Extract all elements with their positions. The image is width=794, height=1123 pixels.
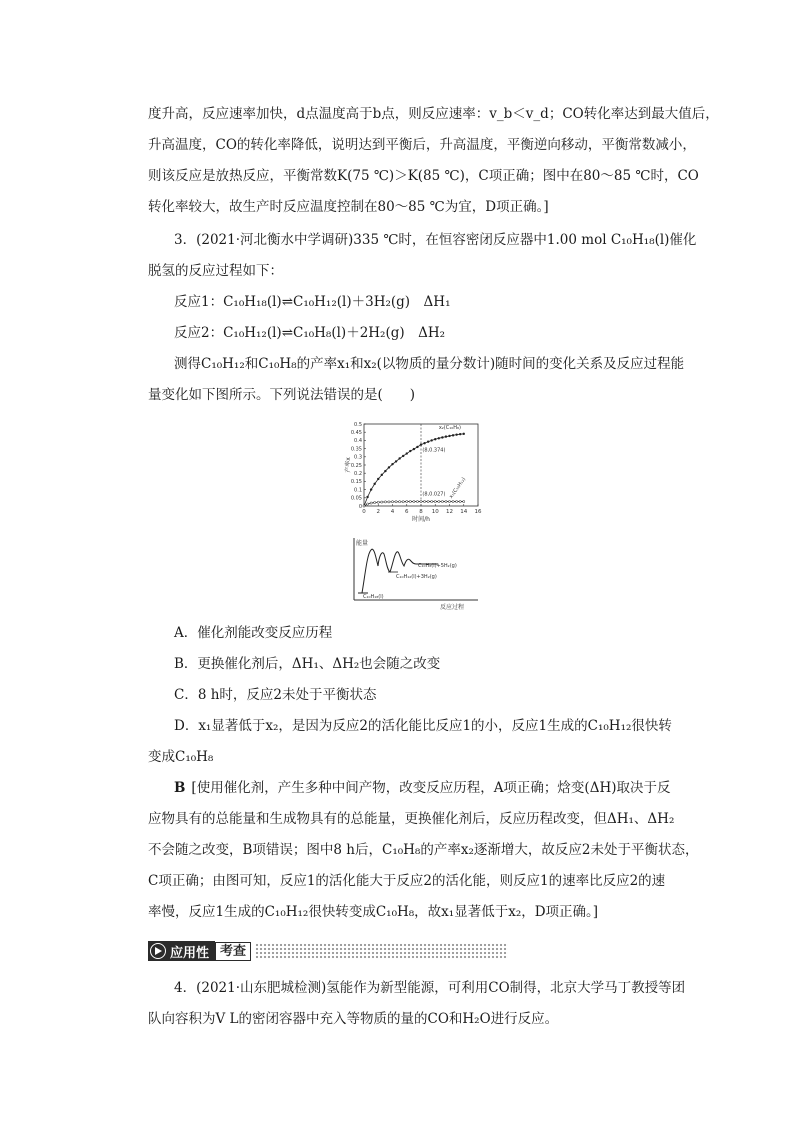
x1-point <box>381 501 383 503</box>
x2-point <box>395 460 397 462</box>
x2-point <box>391 463 393 465</box>
x2-point <box>430 439 432 441</box>
section-label-text: 应用性 <box>170 945 210 961</box>
energy-profile-diagram <box>348 536 486 612</box>
x2-point <box>366 496 368 498</box>
x-tick-label: 10 <box>431 509 439 515</box>
x1-point <box>441 500 443 502</box>
q3-stem-3: 测得C₁₀H₁₂和C₁₀H₈的产率x₁和x₂(以物质的量分数计)随时间的变化关系及反应过程能 <box>174 356 685 372</box>
explanation-3: 不会随之改变，B项错误；图中8 h后，C₁₀H₈的产率x₂逐渐增大，故反应2未处于平衡状态， <box>148 842 699 858</box>
x2-point <box>398 457 400 459</box>
x1-point <box>384 501 386 503</box>
y-tick-label: 0.1 <box>354 487 362 494</box>
y-tick-label: 0.2 <box>354 471 362 477</box>
explanation-4: C项正确；由图可知，反应1的活化能大于反应2的活化能，则反应1的速率比反应2的速 <box>148 873 666 889</box>
x2-point <box>459 433 461 435</box>
q3-stem-2: 脱氢的反应过程如下： <box>148 263 283 279</box>
x1-point <box>452 500 454 502</box>
x2-point <box>381 474 383 476</box>
x1-point <box>406 500 408 502</box>
legend-x2: x₂(C₁₀H₈) <box>438 424 461 431</box>
x-tick-label: 8 <box>419 509 423 515</box>
q3-reaction-2: 反应2：C₁₀H₁₂(l)⇌C₁₀H₈(l)＋2H₂(g) ΔH₂ <box>174 325 446 341</box>
x2-point <box>406 452 408 454</box>
option-c: C．8 h时，反应2未处于平衡状态 <box>174 687 377 703</box>
section-tail: 考查 <box>215 942 251 961</box>
x1-point <box>399 501 401 503</box>
x1-point <box>448 500 450 502</box>
x1-point <box>377 501 379 503</box>
x1-point <box>374 501 376 503</box>
option-d-line-1: D．x₁显著低于x₂，是因为反应2的活化能比反应1的小，反应1生成的C₁₀H₁₂很快转 <box>174 718 672 734</box>
answer-line-1 <box>174 778 671 798</box>
x2-point <box>388 466 390 468</box>
q4-line-2: 队向容积为V L的密闭容器中充入等物质的量的CO和H₂O进行反应。 <box>148 1011 559 1027</box>
x2-point <box>455 433 457 435</box>
y-tick-label: 0.5 <box>354 421 362 428</box>
x1-point <box>456 500 458 502</box>
option-b: B．更换催化剂后，ΔH₁、ΔH₂也会随之改变 <box>174 656 441 672</box>
x-tick-label: 14 <box>460 509 468 515</box>
x1-point <box>413 500 415 502</box>
option-d-line-2: 变成C₁₀H₈ <box>148 749 214 765</box>
x1-point <box>370 502 372 504</box>
x2-point <box>452 434 454 436</box>
yield-time-chart <box>342 418 492 528</box>
energy-axis-label: 能量 <box>356 540 369 547</box>
x1-point <box>445 500 447 502</box>
x1-point <box>438 500 440 502</box>
product-label: C₁₀H₈(l)+5H₂(g) <box>418 563 457 569</box>
q3-stem-1: 3．(2021·河北衡水中学调研)335 ℃时，在恒容密闭反应器中1.00 mol C₁₀H₁₈(l)催化 <box>174 232 697 248</box>
x-tick-label: 0 <box>362 509 366 515</box>
x2-point <box>445 435 447 437</box>
option-a: A．催化剂能改变反应历程 <box>174 625 333 641</box>
x1-point <box>420 500 422 502</box>
x2-point <box>373 483 375 485</box>
x2-point <box>441 436 443 438</box>
x2-point <box>420 443 422 445</box>
x2-point <box>409 450 411 452</box>
x2-point <box>463 433 465 435</box>
x2-point <box>434 438 436 440</box>
answer-letter: B <box>174 780 186 796</box>
x-tick-label: 4 <box>390 509 395 515</box>
explanation-1: [使用催化剂，产生多种中间产物，改变反应历程，A项正确；焓变(ΔH)取决于反 <box>191 780 671 796</box>
x1-point <box>402 501 404 503</box>
x2-point <box>370 488 372 490</box>
intro-line-3: 则该反应是放热反应，平衡常数K(75 ℃)＞K(85 ℃)，C项正确；图中在80～85 ℃时，CO <box>148 168 699 184</box>
x1-point <box>395 501 397 503</box>
y-axis-label: 产率x <box>345 457 352 473</box>
intro-line-2: 升高温度，CO的转化率降低，说明达到平衡后，升高温度，平衡逆向移动，平衡常数减小， <box>148 137 696 153</box>
x2-point <box>416 446 418 448</box>
x1-point <box>366 503 368 505</box>
x2-point <box>438 437 440 439</box>
section-banner <box>148 940 508 962</box>
x2-point <box>427 441 429 443</box>
reactant-label: C₁₀H₁₈(l) <box>363 594 384 600</box>
x-axis-label: 时间/h <box>412 516 430 523</box>
x-tick-label: 6 <box>405 509 409 515</box>
play-icon <box>150 943 166 959</box>
x2-point <box>413 448 415 450</box>
x1-point <box>409 500 411 502</box>
x1-point <box>434 500 436 502</box>
x2-point <box>377 478 379 480</box>
y-tick-label: 0.15 <box>350 479 362 486</box>
x2-point <box>423 442 425 444</box>
x2-point <box>448 435 450 437</box>
process-axis-label: 反应过程 <box>440 604 465 611</box>
q3-reaction-1: 反应1：C₁₀H₁₈(l)⇌C₁₀H₁₂(l)＋3H₂(g) ΔH₁ <box>174 294 451 310</box>
y-tick-label: 0.3 <box>354 454 362 461</box>
x2-point <box>384 470 386 472</box>
q3-stem-4: 量变化如下图所示。下列说法错误的是( ) <box>148 387 416 403</box>
legend-x1: x₁(C₁₀H₁₂) <box>448 476 468 500</box>
explanation-5: 率慢，反应1生成的C₁₀H₁₂很快转变成C₁₀H₈，故x₁显著低于x₂，D项正确。] <box>148 904 599 920</box>
energy-profile-curve <box>358 549 438 593</box>
q4-line-1: 4．(2021·山东肥城检测)氢能作为新型能源，可利用CO制得，北京大学马丁教授等团 <box>174 980 686 996</box>
x1-point <box>388 501 390 503</box>
x1-point <box>363 505 365 507</box>
y-tick-label: 0 <box>358 503 362 510</box>
x1-point <box>459 500 461 502</box>
section-dots-divider <box>255 943 508 959</box>
x1-point <box>427 500 429 502</box>
intermediate-label: C₁₀H₁₂(l)+3H₂(g) <box>396 574 437 580</box>
x2-point <box>402 455 404 457</box>
y-tick-label: 0.45 <box>350 430 362 436</box>
y-tick-label: 0.4 <box>354 438 362 445</box>
y-tick-label: 0.25 <box>350 462 362 469</box>
intro-line-4: 转化率较大，故生产时反应温度控制在80～85 ℃为宜，D项正确。] <box>148 199 549 215</box>
annotation-x1: (8,0.027) <box>422 491 446 498</box>
y-tick-label: 0.35 <box>350 446 362 453</box>
y-tick-label: 0.05 <box>350 495 362 502</box>
section-label <box>148 941 215 961</box>
annotation-x2: (8,0.374) <box>422 447 446 454</box>
x-tick-label: 12 <box>446 509 453 515</box>
x1-point <box>423 500 425 502</box>
intro-line-1: 度升高，反应速率加快，d点温度高于b点，则反应速率：v_b＜v_d；CO转化率达到最大值后， <box>148 106 719 122</box>
x1-point <box>391 501 393 503</box>
x-tick-label: 2 <box>376 509 380 515</box>
x1-point <box>416 500 418 502</box>
x-tick-label: 16 <box>474 509 482 515</box>
x1-point <box>431 500 433 502</box>
x1-point <box>463 500 465 502</box>
explanation-2: 应物具有的总能量和生成物具有的总能量，更换催化剂后，反应历程改变，但ΔH₁、ΔH₂ <box>148 811 675 827</box>
